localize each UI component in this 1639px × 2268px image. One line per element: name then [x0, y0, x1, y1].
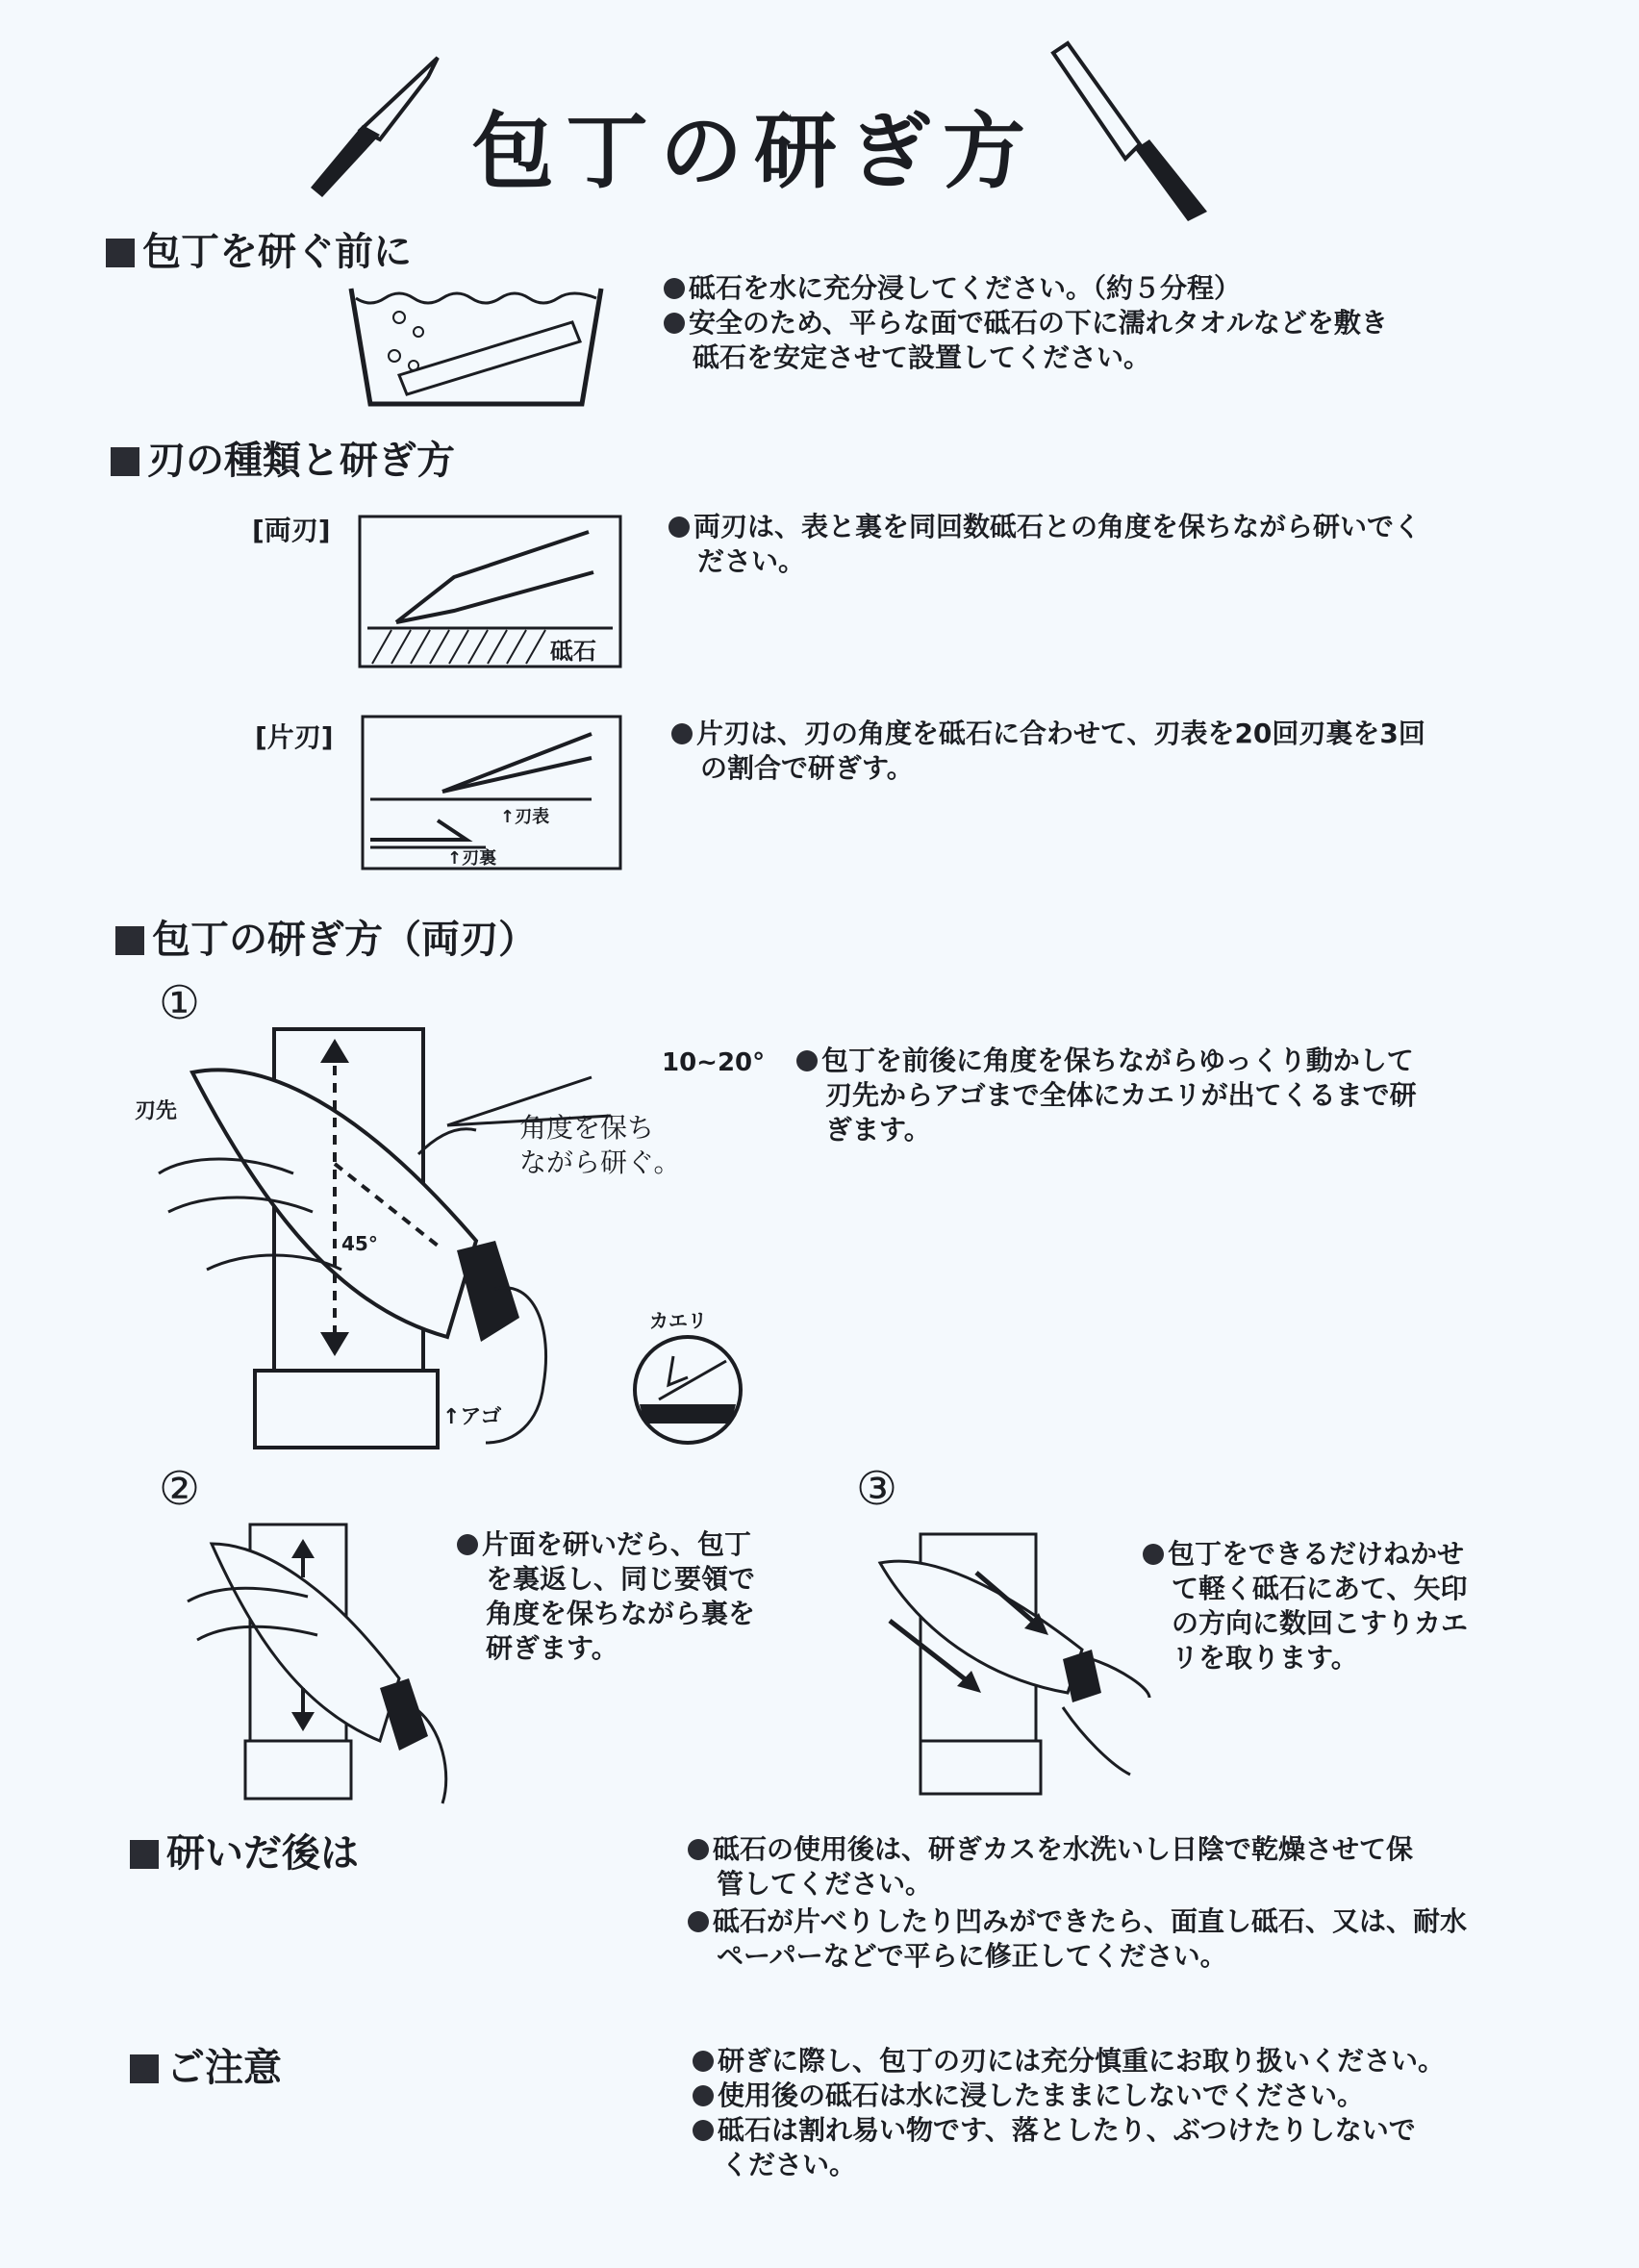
step-3-illustration — [870, 1525, 1159, 1803]
bullet-dot-icon — [688, 1839, 709, 1860]
step-2-illustration — [183, 1515, 462, 1823]
step-3-bullet: 包丁をできるだけねかせ て軽く砥石にあて、矢印 の方向に数回こすりカエ リを取ります。 — [1143, 1537, 1468, 1676]
bullet-dot-icon — [457, 1534, 478, 1555]
bullet-dot-icon — [664, 278, 685, 299]
bullet-dot-icon — [796, 1050, 818, 1071]
caution-bullet-2: 使用後の砥石は水に浸したままにしないでください。 — [693, 2079, 1364, 2113]
caution-bullet-3: 砥石は割れ易い物です、落としたり、ぶつけたりしないで ください。 — [693, 2113, 1416, 2182]
bullet-dot-icon — [693, 2051, 714, 2072]
heading-blade-types: 刃の種類と研ぎ方 — [111, 430, 455, 485]
knife-left-icon — [303, 38, 447, 212]
knife-right-icon — [1044, 38, 1217, 231]
angle-note: 角度を保ち ながら研ぐ。 — [519, 1112, 681, 1178]
heading-caution: ご注意 — [130, 2037, 282, 2092]
water-basin-illustration — [341, 279, 611, 414]
bullet-dot-icon — [693, 2120, 714, 2141]
angle-45-label: 45° — [341, 1232, 378, 1255]
before-bullet-1: 砥石を水に充分浸してください。（約５分程） — [664, 271, 1241, 306]
square-bullet-icon — [130, 1840, 159, 1869]
before-bullet-2: 安全のため、平らな面で砥石の下に濡れタオルなどを敷き 砥石を安定させて設置してください。 — [664, 306, 1388, 375]
square-bullet-icon — [130, 2054, 159, 2083]
back-label: ↑刃裏 — [447, 848, 497, 869]
square-bullet-icon — [115, 926, 144, 955]
bullet-dot-icon — [664, 313, 685, 334]
step-1-number: ① — [159, 976, 201, 1030]
after-bullet-1: 砥石の使用後は、研ぎカスを水洗いし日陰で乾燥させて保 管してください。 — [688, 1832, 1413, 1902]
step-1-illustration — [149, 1020, 774, 1457]
heading-method: 包丁の研ぎ方（両刃） — [115, 909, 537, 964]
heading-before: 包丁を研ぐ前に — [106, 221, 412, 276]
bullet-dot-icon — [693, 2085, 714, 2106]
front-label: ↑刃表 — [500, 807, 550, 827]
kataba-label: [片刃] — [255, 721, 334, 753]
step-3-number: ③ — [856, 1462, 898, 1516]
stone-label: 砥石 — [550, 638, 596, 665]
square-bullet-icon — [106, 239, 135, 267]
bullet-dot-icon — [688, 1911, 709, 1932]
square-bullet-icon — [111, 447, 139, 476]
page-title: 包丁の研ぎ方 — [471, 104, 1037, 200]
bullet-dot-icon — [668, 517, 690, 538]
after-bullet-2: 砥石が片べりしたり凹みができたら、面直し砥石、又は、耐水 ペーパーなどで平らに修正してください。 — [688, 1904, 1467, 1974]
bullet-dot-icon — [671, 723, 693, 744]
kataba-bullet: 片刃は、刃の角度を砥石に合わせて、刃表を20回刃裏を3回 の割合で研ぎす。 — [671, 717, 1425, 786]
ryouba-label: [両刃] — [252, 515, 331, 546]
step-2-bullet: 片面を研いだら、包丁 を裏返し、同じ要領で 角度を保ちながら裏を 研ぎます。 — [457, 1527, 755, 1666]
step-2-number: ② — [159, 1462, 201, 1516]
bullet-dot-icon — [1143, 1544, 1164, 1565]
kaeri-label: カエリ — [649, 1309, 707, 1332]
step-1-bullet: 包丁を前後に角度を保ちながらゆっくり動かして 刃先からアゴまで全体にカエリが出てくるまで研 ぎます。 — [796, 1044, 1417, 1147]
ryouba-diagram — [358, 515, 622, 668]
ago-label: ↑アゴ — [442, 1405, 502, 1429]
heading-after: 研いだ後は — [130, 1823, 359, 1877]
angle-range-label: 10~20° — [662, 1048, 766, 1077]
caution-bullet-1: 研ぎに際し、包丁の刃には充分慎重にお取り扱いください。 — [693, 2044, 1445, 2079]
tip-label: 刃先 — [135, 1099, 178, 1123]
ryouba-bullet: 両刃は、表と裏を同回数砥石との角度を保ちながら研いでく ださい。 — [668, 510, 1421, 579]
kataba-diagram — [361, 715, 622, 870]
